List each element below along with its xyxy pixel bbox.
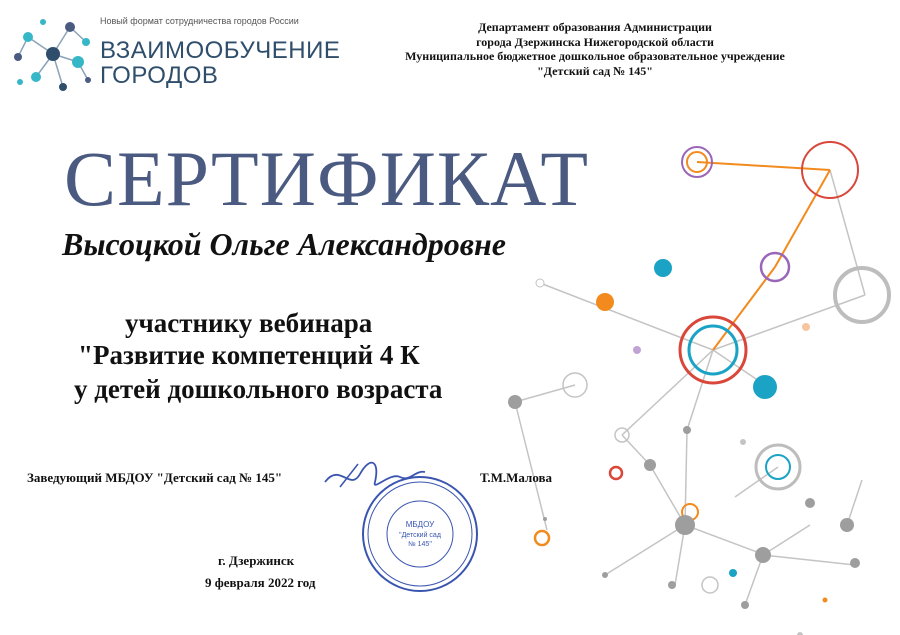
logo-tagline: Новый формат сотрудничества городов России — [100, 16, 299, 26]
signatory-position: Заведующий МБДОУ "Детский сад № 145" — [27, 470, 283, 485]
department-line2: города Дзержинска Нижегородской области — [476, 34, 714, 49]
description-line2: "Развитие компетенций 4 К — [78, 340, 420, 370]
description-line3: у детей дошкольного возраста — [74, 374, 443, 404]
department-line1: Департамент образования Администрации — [478, 20, 712, 34]
signatory-name: Т.М.Малова — [480, 470, 553, 485]
network-logo-icon — [8, 12, 98, 97]
stamp-text-line3: № 145" — [408, 541, 432, 548]
department-line3: Муниципальное бюджетное дошкольное образовательное учреждение — [405, 49, 785, 63]
department-line4: "Детский сад № 145" — [537, 63, 653, 78]
description-line1: участнику вебинара — [125, 308, 373, 338]
city: г. Дзержинск — [218, 553, 295, 568]
official-stamp-icon — [360, 474, 480, 594]
stamp-text-line1: МБДОУ — [405, 520, 435, 529]
recipient-name: Высоцкой Ольге Александровне — [62, 226, 506, 262]
certificate-title: СЕРТИФИКАТ — [64, 135, 590, 222]
stamp-text-line2: "Детский сад — [399, 532, 441, 539]
logo-title-line2: ГОРОДОВ — [100, 62, 219, 89]
logo-title-line1: ВЗАИМООБУЧЕНИЕ — [100, 37, 341, 64]
department-header — [380, 20, 810, 78]
issue-date: 9 февраля 2022 год — [205, 575, 316, 590]
